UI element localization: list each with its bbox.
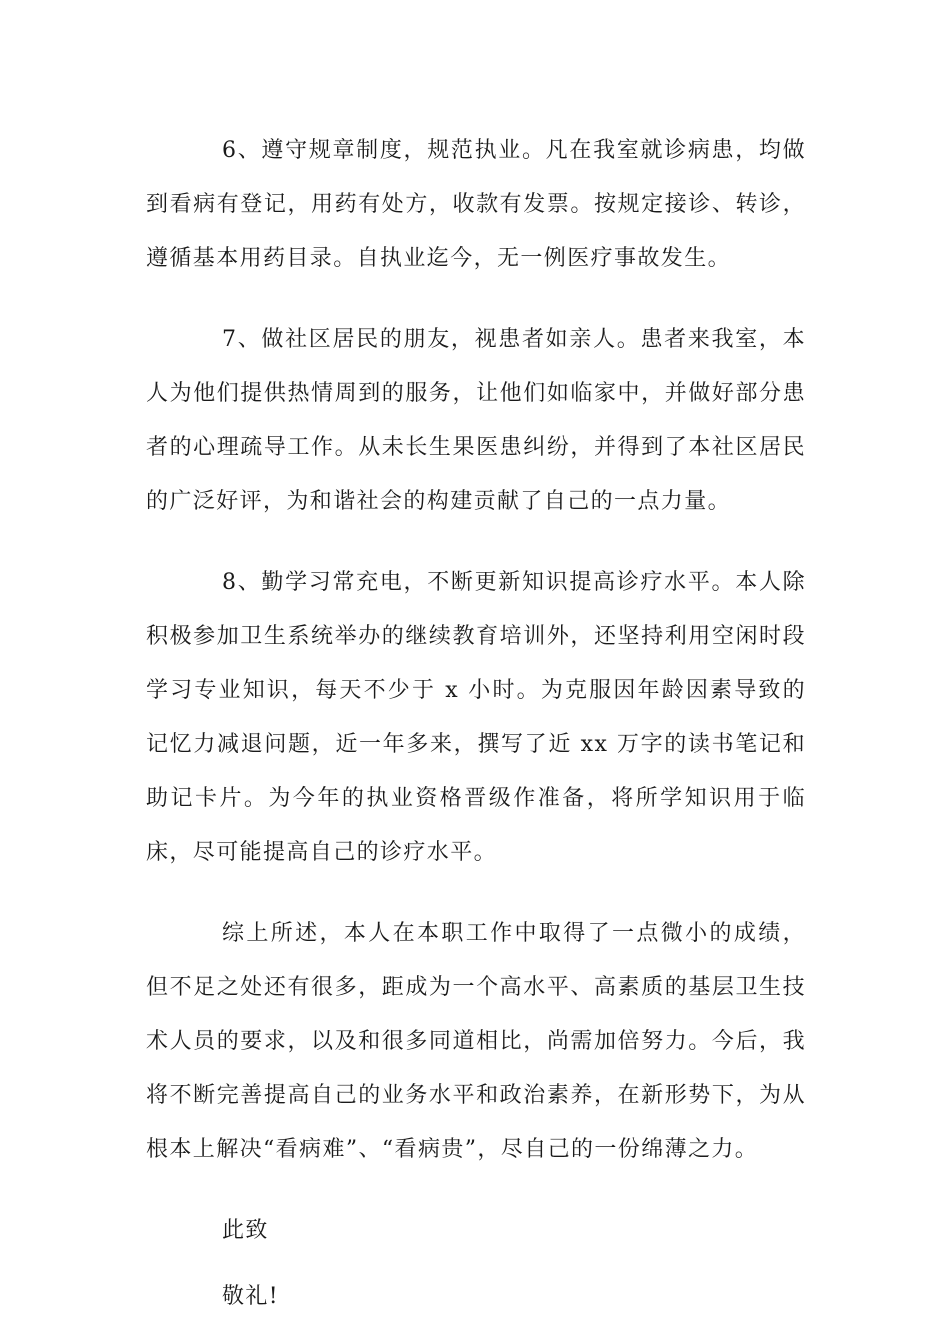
closing-regards: 敬礼! bbox=[222, 1284, 280, 1309]
paragraph-6: 6、遵守规章制度，规范执业。凡在我室就诊病患，均做到看病有登记，用药有处方，收款有发票。按规定接诊、转诊，遵循基本用药目录。自执业迄今，无一例医疗事故发生。 bbox=[146, 138, 806, 271]
document-body bbox=[146, 124, 806, 1336]
paragraph-summary: 综上所述，本人在本职工作中取得了一点微小的成绩，但不足之处还有很多，距成为一个高水平、高素质的基层卫生技术人员的要求，以及和很多同道相比，尚需加倍努力。今后，我将不断完善提高自己的业务水平和政治素养，在新形势下，为从根本上解决“看病难”、“看病贵”，尽自己的一份绵薄之力。 bbox=[146, 921, 806, 1162]
paragraph-8: 8、勤学习常充电，不断更新知识提高诊疗水平。本人除积极参加卫生系统举办的继续教育培训外，还坚持利用空闲时段学习专业知识，每天不少于 x 小时。为克服因年龄因素导致的记忆力减退问题，近一年多来，撰写了近 xx 万字的读书笔记和助记卡片。为今年的执业资格晋级作准备，将所学知识用于临床，尽可能提高自己的诊疗水平。 bbox=[146, 570, 806, 865]
closing-salutation: 此致 bbox=[222, 1218, 269, 1243]
paragraph-7: 7、做社区居民的朋友，视患者如亲人。患者来我室，本人为他们提供热情周到的服务，让他们如临家中，并做好部分患者的心理疏导工作。从未长生果医患纠纷，并得到了本社区居民的广泛好评，为和谐社会的构建贡献了自己的一点力量。 bbox=[146, 327, 806, 514]
